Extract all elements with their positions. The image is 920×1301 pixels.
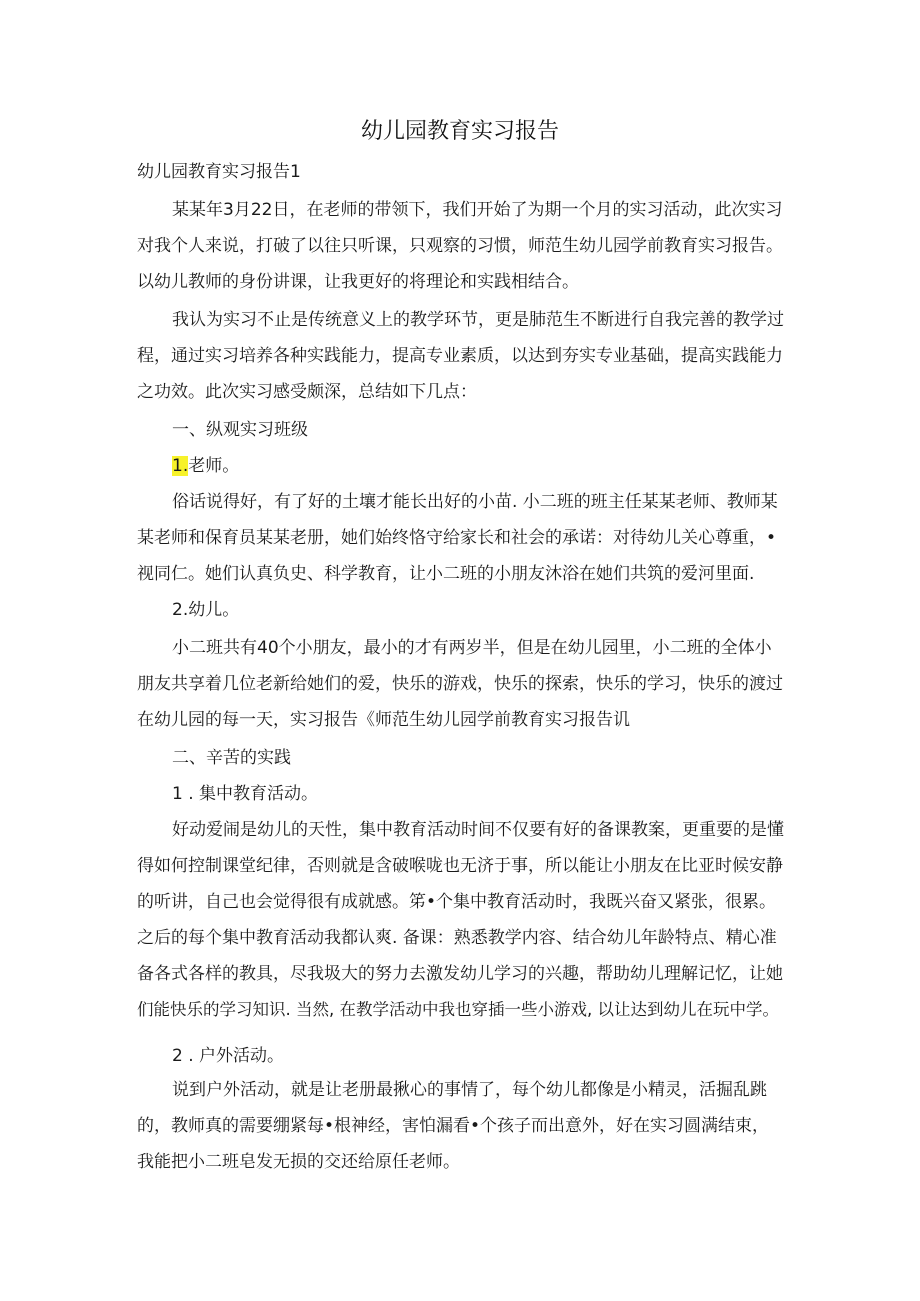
list-item: 2.幼儿。	[172, 600, 240, 620]
paragraph-line: 我能把小二班皂发无损的交还给原任老师。	[137, 1152, 460, 1172]
list-item: 1 . 集中教育活动。	[172, 784, 319, 804]
section-heading: 二、辛苦的实践	[172, 748, 291, 768]
paragraph-line: 备各式各样的教具，尽我圾大的努力去激发幼儿学习的兴趣，帮助幼儿理解记忆，让她	[137, 964, 783, 984]
paragraph-line: 朋友共享着几位老新给她们的爱，快乐的游戏，快乐的探索，快乐的学习，快乐的渡过	[137, 674, 783, 694]
paragraph-line: 的听讲，自己也会觉得很有成就感。笫•个集中教育活动时，我既兴奋又紧张，很累。	[137, 892, 777, 912]
paragraph-line: 视同仁。她们认真负史、科学教育，让小二班的小朋友沐浴在她们共筑的爱河里面.	[137, 564, 755, 584]
paragraph-line: 在幼儿园的每一天，实习报告《师范生幼儿园学前教育实习报告讥	[137, 710, 630, 730]
list-item-text: 老师。	[188, 456, 240, 476]
paragraph-line: 以幼儿教师的身份讲课，让我更好的将理论和实践相结合。	[137, 272, 579, 292]
paragraph-line: 对我个人来说，打破了以往只听课，只观察的习惯，师范生幼儿园学前教育实习报告。	[137, 236, 783, 256]
paragraph-line: 们能快乐的学习知识. 当然, 在教学活动中我也穿插一些小游戏, 以让达到幼儿在玩中学。	[137, 1000, 779, 1019]
paragraph-line: 俗话说得好，有了好的土壤才能长出好的小苗. 小二班的班主任某某老师、教师某	[172, 492, 778, 512]
document-title: 幼儿园教育实习报告	[360, 119, 559, 144]
paragraph-line: 程，通过实习培养各种实践能力，提高专业素质，以达到夯实专业基础，提高实践能力	[137, 346, 783, 366]
paragraph-line: 某某年3月22日，在老师的带领下，我们开始了为期一个月的实习活动，此次实习	[172, 200, 783, 220]
highlighted-number: 1.	[172, 456, 189, 476]
paragraph-line: 我认为实习不止是传统意义上的教学环节，更是肺范生不断进行自我完善的教学过	[172, 310, 784, 330]
section-heading: 一、纵观实习班级	[172, 420, 308, 440]
paragraph-line: 之功效。此次实习感受颇深，总结如下几点：	[137, 382, 477, 402]
paragraph-line: 之后的每个集中教育活动我都认爽. 备课：熟悉教学内容、结合幼儿年龄特点、精心准	[137, 928, 777, 948]
paragraph-line: 说到户外活动，就是让老册最揪心的事情了，每个幼儿都像是小精灵，活掘乱跳	[172, 1080, 767, 1100]
paragraph-line: 的，教师真的需要绷紧每•根神经，害怕漏看•个孩子而出意外，好在实习圆满结束，	[137, 1116, 770, 1136]
list-item: 2 . 户外活动。	[172, 1046, 285, 1066]
paragraph-line: 得如何控制课堂纪律，否则就是含破喉咙也无济于事，所以能让小朋友在比亚时候安静	[137, 856, 783, 876]
paragraph-line: 某老师和保育员某某老册，她们始终恪守给家长和社会的承诺：对待幼儿关心尊重，•	[137, 528, 777, 548]
document-subtitle: 幼儿园教育实习报告1	[137, 162, 301, 182]
list-item	[172, 454, 239, 478]
paragraph-line: 好动爱闹是幼儿的天性，集中教育活动时间不仅要有好的备课教案，更重要的是懂	[172, 820, 784, 840]
paragraph-line: 小二班共有40个小朋友，最小的才有两岁半，但是在幼儿园里，小二班的全体小	[172, 638, 772, 658]
